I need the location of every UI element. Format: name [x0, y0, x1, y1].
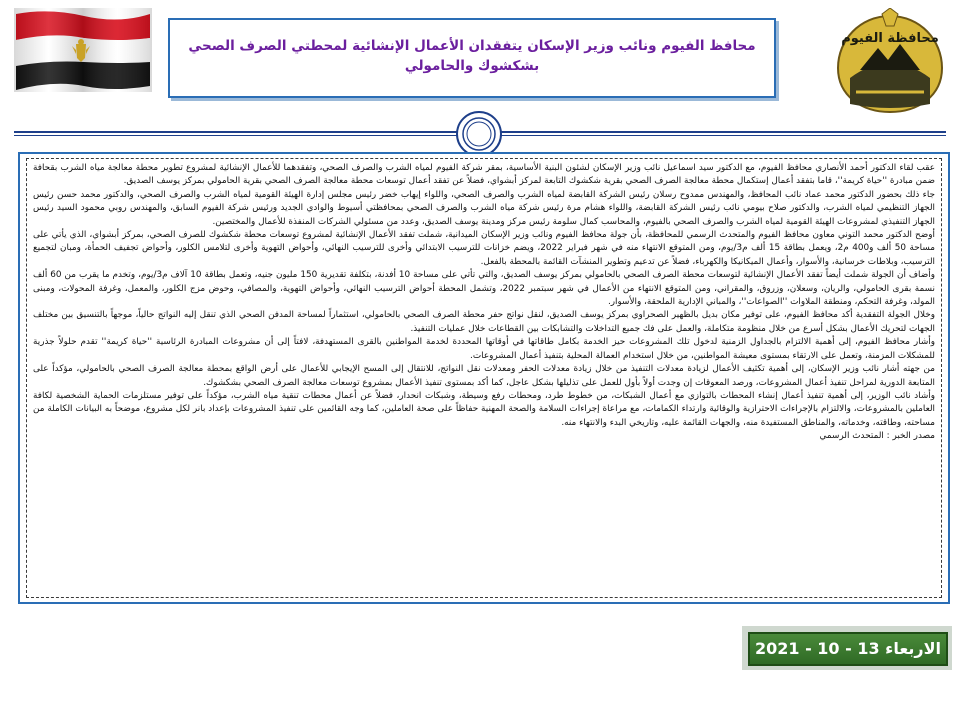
date-bar — [748, 632, 948, 666]
egypt-flag-icon — [14, 8, 152, 92]
logo-text: محافظة الفيوم — [841, 31, 939, 46]
article-paragraph: من جهته أشار نائب وزير الإسكان، إلى أهمية تكثيف الأعمال لزيادة معدلات التنفيذ من خلال زيادة معدلات الحفر ومعدلات نقل النواتج، للانتقال إلى المسح الإيجابي للأعمال على أرض الواقع بمحطة معالجة الصرف الصحي بالحامولي، مؤكداً على المتابعة الدورية لمراحل تنفيذ أعمال المشروعات، ورصد المعوقات إن وجدت أولاً بأول للعمل على تذليلها بشكل عاجل، كما أكد بمستوى تنفيذ الأعمال بمشروع توسعات معالجة الصرف الصحي بشكشوك. — [33, 364, 935, 388]
article-paragraph: أوضح الدكتور محمد التوني معاون محافظ الفيوم والمتحدث الرسمي للمحافظة، بأن جولة محافظ الفيوم ونائب وزير الإسكان الميدانية، شملت تفقد الأعمال الإنشائية لمشروع توسعات محطة شكشوك للصرف الصحي، بمركز أبشواي، الذي يأتي على مساحة 50 ألف و400 م2، ويعمل بطاقة 15 ألف م3/يوم، ومن المتوقع الانتهاء منه في شهر فبراير 2022، ويضم خزانات للترسيب الابتدائي وأخرى للترسيب النهائي، وأحواض التهوية وأخرى لتلامس الكلور، وأحواض تجفيف الحمأة، ومبان لتجميع الترسيب، وبلاطات خرسانية، والأسوار، وأعمال الميكانيكا والكهرباء، فضلاً عن تدعيم وتطوير المنشآت القائمة بالمحطة بالفعل. — [33, 230, 936, 267]
article-paragraph: جاء ذلك بحضور الدكتور محمد عماد نائب المحافظ، والمهندس ممدوح رسلان رئيس الشركة القابضة لمياه الشرب والصرف الصحي، واللواء إيهاب خضر رئيس مجلس إدارة الهيئة القومية لمياه الشرب والصرف الصحي، والدكتور محمد حسن رئيس الجهاز التنظيمي لمياه الشرب، والدكتور صلاح بيومي نائب رئيس الشركة القابضة، واللواء هشام مرة رئيس شركة مياه الشرب والصرف الصحي بمحافظتي أسيوط والوادي الجديد ورئيس شركة الفيوم السابق، والمهندس روبي محمود السيد رئيس الجهاز التنفيذي لمشروعات الهيئة القومية لمياه الشرب والصرف الصحي بالفيوم، والمحاسب كمال سلومة رئيس مركز ومدينة يوسف الصديق، وعدد من مسئولي الشركات المنفذة للأعمال والمختصين. — [33, 189, 935, 227]
article-body — [26, 158, 942, 598]
article-paragraph: وخلال الجولة التفقدية أكد محافظ الفيوم، على توفير مكان بديل بالظهير الصحراوي بمركز يوسف الصديق، لنقل نواتج حفر محطة الصرف الصحي بالحامولي، استثماراً لمساحة المدفن الصحي الذي تنقل إليه النواتج حالياً، موجهاً بالتنسيق بين مختلف الجهات لتحريك الأعمال بشكل أسرع من خلال منظومة متكاملة، والعمل على فك جميع التداخلات والتشابكات بين القطاعات خلال عمليات التنفيذ. — [33, 310, 935, 334]
ring-ornament-icon — [455, 110, 503, 158]
publish-date: الاربعاء 13 - 10 - 2021 — [754, 639, 942, 658]
article-source: مصدر الخبر : المتحدث الرسمي — [819, 431, 935, 442]
article-box — [18, 152, 950, 604]
article-paragraph: وأشار محافظ الفيوم، إلى أهمية الالتزام بالجداول الزمنية لدخول تلك المشروعات حيز الخدمة بكامل طاقاتها في أوقاتها المحددة لخدمة المواطنين بالقرى المستهدفة، لافتاً إلى أن مشروعات المبادرة الرئاسية ''حياة كريمة'' تقدم حلولاً جذرية للمشكلات المزمنة، وتعمل على الارتقاء بمستوى معيشة المواطنين، من خلال استخدام العمالة المحلية بتنفيذ أعمال المشروعات. — [33, 337, 935, 361]
article-paragraph: وأشاد نائب الوزير، إلى أهمية تنفيذ أعمال إنشاء المحطات بالتوازي مع أعمال الشبكات، من خطوط طرد، ومحطات رفع وسيطة، وشبكات انحدار، فضلاً عن أعمال محطات تنقية مياه الشرب، مؤكداً على توفير مستلزمات الحماية الشخصية لكافة العاملين بالمشروعات، والالتزام بالإجراءات الاحترازية والوقائية وارتداء الكمامات، مع مراعاة إجراءات السلامة والصحة المهنية حفاظاً على صحة العاملين، كما وجه القائمين على تنفيذ المشروعات بإعداد بانر لكل مشروع، موضحاً به البيانات الكاملة من مساحته، وطاقته، وخدماته، والمناطق المستفيدة منه، والجهات القائمة عليه، وتاريخي البدء والانتهاء منه. — [33, 390, 935, 428]
article-paragraph: عقب لقاء الدكتور أحمد الأنصاري محافظ الفيوم، مع الدكتور سيد اسماعيل نائب وزير الإسكان لشئون البنية الأساسية، بمقر شركة الفيوم لمياه الشرب والصرف الصحي، وتفقدهما للأعمال الإنشائية لمشروع تطوير محطة معالجة مياه الشرب بقحافة ضمن مبادرة ''حياة كريمة''، قاما بتفقد أعمال إستكمال محطة معالجة الصرف الصحي بقرية شكشوك التابعة لمركز أبشواي، فضلاً عن تفقد أعمال توسعات محطة معالجة الصرف الصحي بقرية الحامولي بمركز يوسف الصديق. — [33, 163, 935, 187]
governorate-logo-icon — [830, 8, 950, 116]
page-title: محافظ الفيوم ونائب وزير الإسكان يتفقدان الأعمال الإنشائية لمحطتي الصرف الصحي بشكشوك والحامولي — [188, 38, 756, 74]
article-paragraph: وأضاف أن الجولة شملت أيضاً تفقد الأعمال الإنشائية لتوسعات محطة الصرف الصحي بالحامولي بمركز يوسف الصديق، والتي تأتي على مساحة 10 أفدنة، بتكلفة تقديرية 150 مليون جنيه، وتعمل بطاقة 10 آلاف م3/يوم، وتخدم ما يقرب من 60 ألف نسمة بقرى الحامولي، والريان، وسعلان، وزروق، والمقراني، ومن المتوقع الانتهاء من الأعمال في شهر سبتمبر 2022، وتشمل المحطة أحواض الترسيب النهائي، وأحواض التهوية، والمصافي، وحوض مزج الكلور، والمعمل، وغرفة المحولات، ومبنى المولد، وغرفة التحكم، ومنطقة الملاوات ''الصواعات''، والمباني الإدارية الملحقة، والأسوار. — [33, 270, 935, 308]
headline-box — [168, 18, 776, 98]
